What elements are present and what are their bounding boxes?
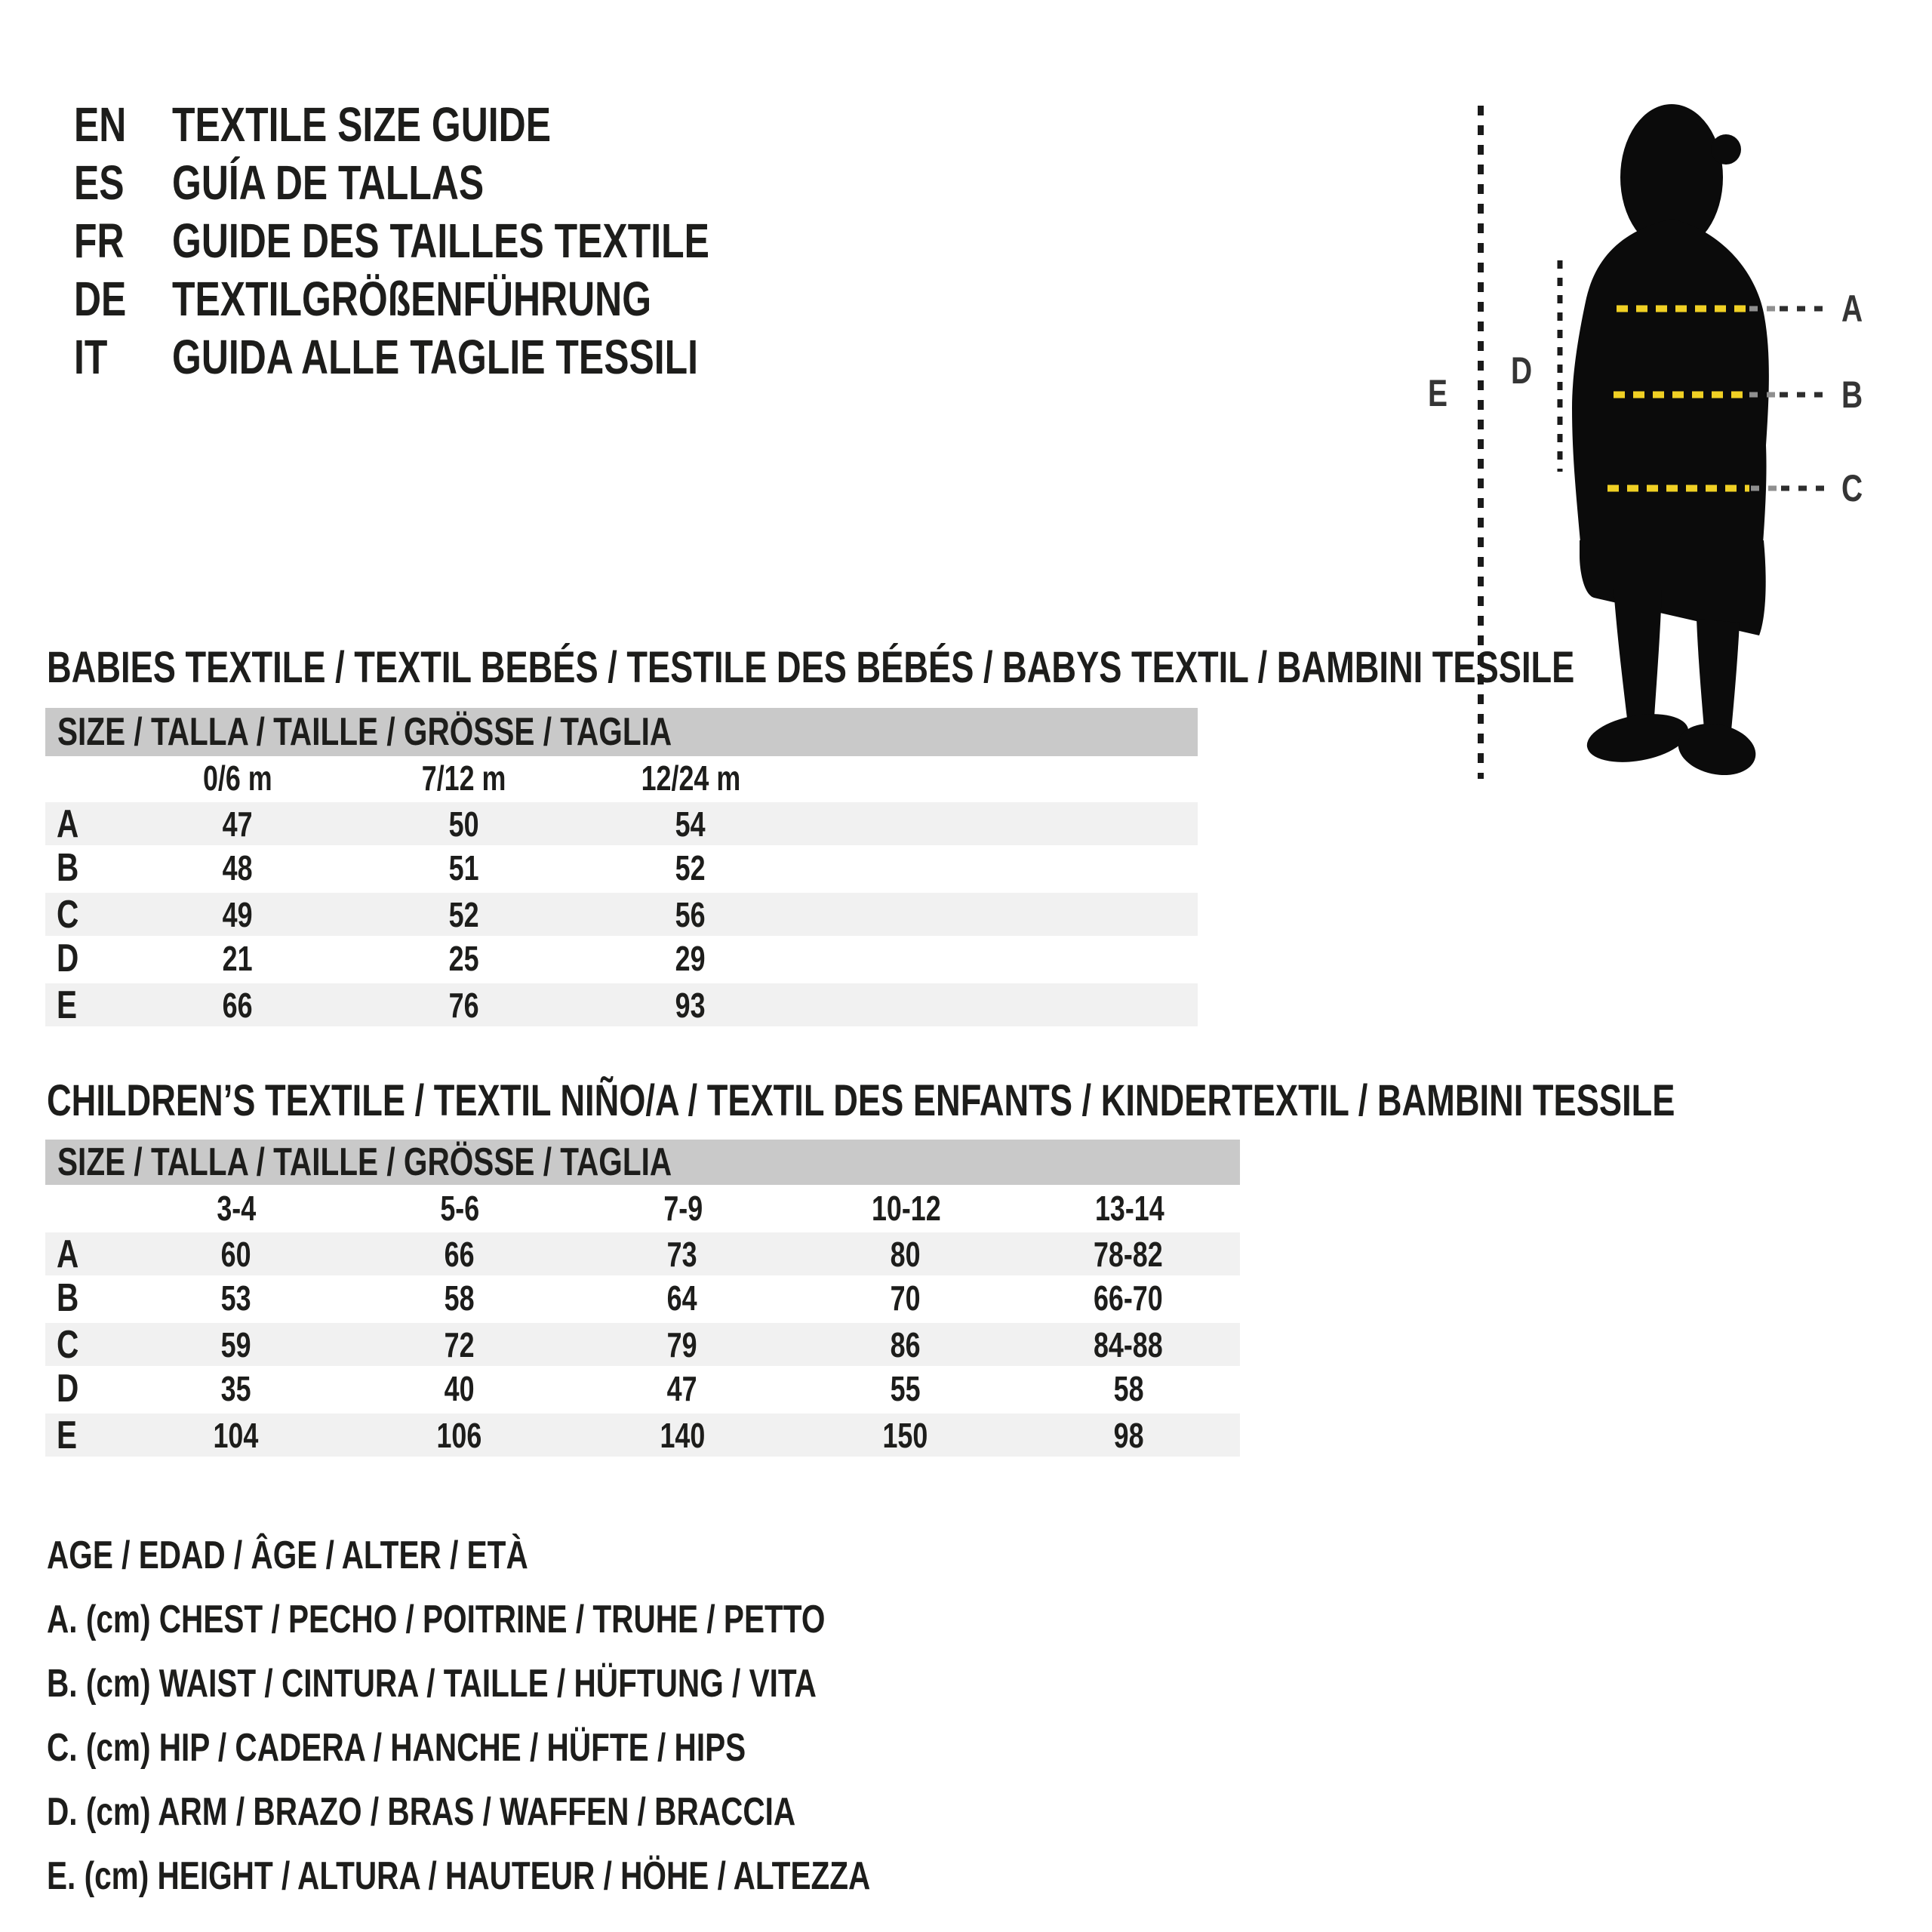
language-row-en bbox=[74, 95, 861, 153]
children-size-header-bar bbox=[45, 1140, 1240, 1185]
guide-title-it: GUIDA ALLE TAGLIE TESSILI bbox=[172, 329, 699, 384]
cell-value: 58 bbox=[1113, 1369, 1144, 1408]
cell-value: 93 bbox=[675, 985, 706, 1025]
table-row bbox=[45, 1366, 1240, 1411]
cell-value: 64 bbox=[666, 1278, 697, 1318]
language-row-es bbox=[74, 153, 861, 211]
row-label: E bbox=[57, 983, 78, 1027]
children-col-5-6: 5-6 bbox=[440, 1189, 479, 1228]
row-label: D bbox=[57, 1367, 79, 1411]
cell-value: 66 bbox=[223, 985, 253, 1025]
cell-value: 106 bbox=[436, 1415, 482, 1455]
language-code: DE bbox=[74, 271, 127, 326]
babies-section-heading: BABIES TEXTILE / TEXTIL BEBÉS / TESTILE DES BÉBÉS / BABYS TEXTIL / BAMBINI TESSILE bbox=[47, 643, 1575, 692]
row-label: C bbox=[57, 1322, 79, 1367]
row-label: B bbox=[57, 846, 79, 890]
cell-value: 58 bbox=[444, 1278, 475, 1318]
cell-value: 52 bbox=[675, 848, 706, 888]
children-col-3-4: 3-4 bbox=[217, 1189, 256, 1228]
cell-value: 47 bbox=[223, 804, 253, 844]
table-row bbox=[45, 891, 1198, 936]
cell-value: 98 bbox=[1113, 1415, 1144, 1455]
table-row bbox=[45, 845, 1198, 891]
cell-value: 55 bbox=[890, 1369, 921, 1408]
cell-value: 60 bbox=[220, 1234, 251, 1274]
cell-value: 54 bbox=[675, 804, 706, 844]
label-waist-b: B bbox=[1841, 374, 1863, 416]
language-row-it bbox=[74, 328, 861, 386]
legend-height: E. (cm) HEIGHT / ALTURA / HAUTEUR / HÖHE / ALTEZZA bbox=[47, 1854, 871, 1898]
babies-col-7-12m: 7/12 m bbox=[422, 758, 506, 798]
table-row bbox=[45, 981, 1198, 1026]
cell-value: 66-70 bbox=[1094, 1278, 1164, 1318]
label-hip-c: C bbox=[1841, 467, 1863, 509]
label-arm-d: D bbox=[1511, 349, 1533, 392]
cell-value: 48 bbox=[223, 848, 253, 888]
guide-title-en: TEXTILE SIZE GUIDE bbox=[172, 97, 552, 152]
cell-value: 140 bbox=[660, 1415, 705, 1455]
cell-value: 47 bbox=[666, 1369, 697, 1408]
cell-value: 25 bbox=[449, 939, 479, 978]
label-height-e: E bbox=[1428, 372, 1448, 414]
legend-chest: A. (cm) CHEST / PECHO / POITRINE / TRUHE / PETTO bbox=[47, 1597, 826, 1641]
babies-column-headers bbox=[45, 756, 804, 800]
cell-value: 150 bbox=[882, 1415, 928, 1455]
cell-value: 49 bbox=[223, 894, 253, 934]
row-label: A bbox=[57, 801, 79, 846]
cell-value: 29 bbox=[675, 939, 706, 978]
babies-col-0-6m: 0/6 m bbox=[203, 758, 272, 798]
guide-title-es: GUÍA DE TALLAS bbox=[172, 155, 485, 210]
child-silhouette-icon bbox=[1396, 60, 1924, 815]
cell-value: 56 bbox=[675, 894, 706, 934]
language-code: IT bbox=[74, 329, 108, 384]
babies-size-header-label: SIZE / TALLA / TAILLE / GRÖSSE / TAGLIA bbox=[57, 710, 672, 754]
guide-title-fr: GUIDE DES TAILLES TEXTILE bbox=[172, 213, 709, 268]
cell-value: 84-88 bbox=[1094, 1324, 1164, 1364]
cell-value: 72 bbox=[444, 1324, 475, 1364]
language-row-de bbox=[74, 269, 861, 328]
table-row bbox=[45, 1275, 1240, 1321]
cell-value: 50 bbox=[449, 804, 479, 844]
row-label: D bbox=[57, 937, 79, 980]
cell-value: 79 bbox=[666, 1324, 697, 1364]
table-row bbox=[45, 1230, 1240, 1275]
cell-value: 66 bbox=[444, 1234, 475, 1274]
children-col-7-9: 7-9 bbox=[663, 1189, 703, 1228]
legend-arm: D. (cm) ARM / BRAZO / BRAS / WAFFEN / BRACCIA bbox=[47, 1789, 796, 1834]
language-code: FR bbox=[74, 213, 125, 268]
cell-value: 53 bbox=[220, 1278, 251, 1318]
cell-value: 80 bbox=[890, 1234, 921, 1274]
cell-value: 70 bbox=[890, 1278, 921, 1318]
measurement-legend bbox=[47, 1523, 1103, 1908]
cell-value: 59 bbox=[220, 1324, 251, 1364]
cell-value: 78-82 bbox=[1094, 1234, 1164, 1274]
children-column-headers bbox=[45, 1186, 1241, 1230]
table-row bbox=[45, 936, 1198, 981]
children-col-10-12: 10-12 bbox=[872, 1189, 941, 1228]
cell-value: 52 bbox=[449, 894, 479, 934]
language-title-list bbox=[74, 95, 861, 386]
legend-waist: B. (cm) WAIST / CINTURA / TAILLE / HÜFTUNG / VITA bbox=[47, 1661, 817, 1706]
language-code: ES bbox=[74, 155, 125, 210]
language-code: EN bbox=[74, 97, 127, 152]
row-label: C bbox=[57, 892, 79, 937]
language-row-fr bbox=[74, 211, 861, 269]
legend-hip: C. (cm) HIP / CADERA / HANCHE / HÜFTE / HIPS bbox=[47, 1725, 746, 1770]
table-row bbox=[45, 800, 1198, 845]
babies-size-header-bar bbox=[45, 708, 1198, 756]
row-label: B bbox=[57, 1276, 79, 1320]
cell-value: 35 bbox=[220, 1369, 251, 1408]
legend-age: AGE / EDAD / ÂGE / ALTER / ETÀ bbox=[47, 1533, 528, 1577]
children-size-header-label: SIZE / TALLA / TAILLE / GRÖSSE / TAGLIA bbox=[57, 1140, 672, 1184]
children-col-13-14: 13-14 bbox=[1095, 1189, 1164, 1228]
cell-value: 51 bbox=[449, 848, 479, 888]
cell-value: 73 bbox=[666, 1234, 697, 1274]
row-label: A bbox=[57, 1232, 79, 1276]
guide-title-de: TEXTILGRÖßENFÜHRUNG bbox=[172, 271, 652, 326]
cell-value: 76 bbox=[449, 985, 479, 1025]
cell-value: 40 bbox=[444, 1369, 475, 1408]
babies-col-12-24m: 12/24 m bbox=[641, 758, 740, 798]
table-row bbox=[45, 1321, 1240, 1366]
cell-value: 104 bbox=[213, 1415, 259, 1455]
children-section-heading: CHILDREN’S TEXTILE / TEXTIL NIÑO/A / TEXTIL DES ENFANTS / KINDERTEXTIL / BAMBINI TESSILE bbox=[47, 1076, 1675, 1125]
cell-value: 21 bbox=[223, 939, 253, 978]
cell-value: 86 bbox=[890, 1324, 921, 1364]
row-label: E bbox=[57, 1413, 78, 1457]
table-row bbox=[45, 1411, 1240, 1457]
label-chest-a: A bbox=[1841, 288, 1863, 330]
